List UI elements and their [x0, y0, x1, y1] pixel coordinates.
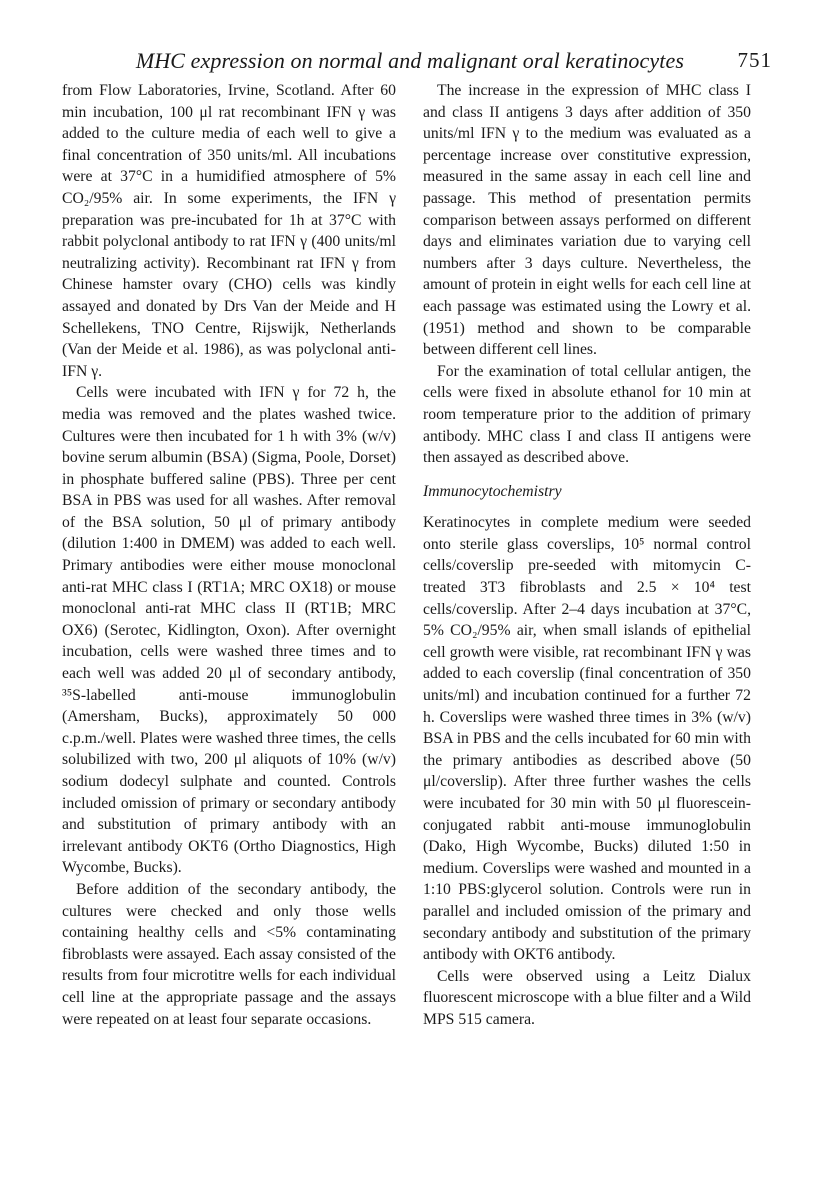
section-heading: Immunocytochemistry: [423, 482, 562, 500]
page-header: [62, 48, 774, 78]
paragraph: Before addition of the secondary antibody, the cultures were checked and only those wells containing healthy cells and <5% contaminating fibroblasts were assayed. Each assay consisted of the results from four microtitre wells for each individual cell line at the appropriate passage and the assays were repeated on at least four separate occasions.: [62, 880, 396, 1028]
right-column: [423, 80, 751, 1031]
paragraph: For the examination of total cellular antigen, the cells were fixed in absolute ethanol for 10 min at room temperature prior to the addition of primary antibody. MHC class I and class II antigens were then assayed as described above.: [423, 362, 751, 467]
paragraph: from Flow Laboratories, Irvine, Scotland. After 60 min incubation, 100 μl rat recombinant IFN γ was added to the culture media of each well to give a final concentration of 350 units/ml. All incubations were at 37°C in a humidified atmosphere of 5% CO₂/95% air. In some experiments, the IFN γ preparation was pre-incubated for 1h at 37°C with rabbit polyclonal antibody to rat IFN γ (400 units/ml neutralizing activity). Recombinant rat IFN γ from Chinese hamster ovary (CHO) cells was kindly assayed and donated by Drs Van der Meide and H Schellekens, TNO Centre, Rijswijk, Netherlands (Van der Meide et al. 1986), as was polyclonal anti-IFN γ.: [62, 82, 396, 380]
paragraph: The increase in the expression of MHC class I and class II antigens 3 days after addition of 350 units/ml IFN γ to the medium was evaluated as a percentage increase over constitutive expression, measured in the same assay in each cell line and passage. This method of presentation permits comparison between assays performed on different days and eliminates variation due to varying cell numbers after 3 days culture. Nevertheless, the amount of protein in eight wells for each cell line at each passage was estimated using the Lowry et al. (1951) method and shown to be comparable between different cell lines.: [423, 82, 751, 359]
paragraph: Cells were incubated with IFN γ for 72 h, the media was removed and the plates washed twice. Cultures were then incubated for 1 h with 3% (w/v) bovine serum albumin (BSA) (Sigma, Poole, Dorset) in phosphate buffered saline (PBS). Three per cent BSA in PBS was used for all washes. After removal of the BSA solution, 50 μl of primary antibody (dilution 1:400 in DMEM) was added to each well. Primary antibodies were either mouse monoclonal anti-rat MHC class I (RT1A; MRC OX18) or mouse monoclonal anti-rat MHC class II (RT1B; MRC OX6) (Serotec, Kidlington, Oxon). After overnight incubation, cells were washed three times and to each well was added 20 μl of secondary antibody, ³⁵S-labelled anti-mouse immunoglobulin (Amersham, Bucks), approximately 50 000 c.p.m./well. Plates were washed three times, the cells solubilized with two, 200 μl aliquots of 10% (w/v) sodium dodecyl sulphate and counted. Controls included omission of primary or secondary antibody and substitution of primary antibody with an irrelevant antibody OKT6 (Ortho Diagnostics, High Wycombe, Bucks).: [62, 384, 396, 877]
paragraph: Keratinocytes in complete medium were seeded onto sterile glass coverslips, 10⁵ normal control cells/coverslip pre-seeded with mitomycin C-treated 3T3 fibroblasts and 2.5 × 10⁴ test cells/coverslip. After 2–4 days incubation at 37°C, 5% CO₂/95% air, when small islands of epithelial cell growth were visible, rat recombinant IFN γ was added to each coverslip (final concentration of 350 units/ml) and incubation continued for a further 72 h. Coverslips were washed three times in 3% (w/v) BSA in PBS and the cells incubated for 60 min with the primary antibodies as described above (50 μl/coverslip). After three further washes the cells were incubated for 30 min with 50 μl fluorescein-conjugated rabbit anti-mouse immunoglobulin (Dako, High Wycombe, Bucks) diluted 1:50 in medium. Coverslips were washed and mounted in a 1:10 PBS:glycerol solution. Controls were run in parallel and included omission of the primary and secondary antibody and substitution of the primary antibody with OKT6 antibody.: [423, 514, 751, 964]
left-column: [62, 80, 396, 1030]
page-number: 751: [737, 48, 772, 72]
running-title: MHC expression on normal and malignant oral keratinocytes: [135, 48, 684, 73]
paragraph: Cells were observed using a Leitz Dialux fluorescent microscope with a blue filter and a Wild MPS 515 camera.: [423, 967, 751, 1028]
